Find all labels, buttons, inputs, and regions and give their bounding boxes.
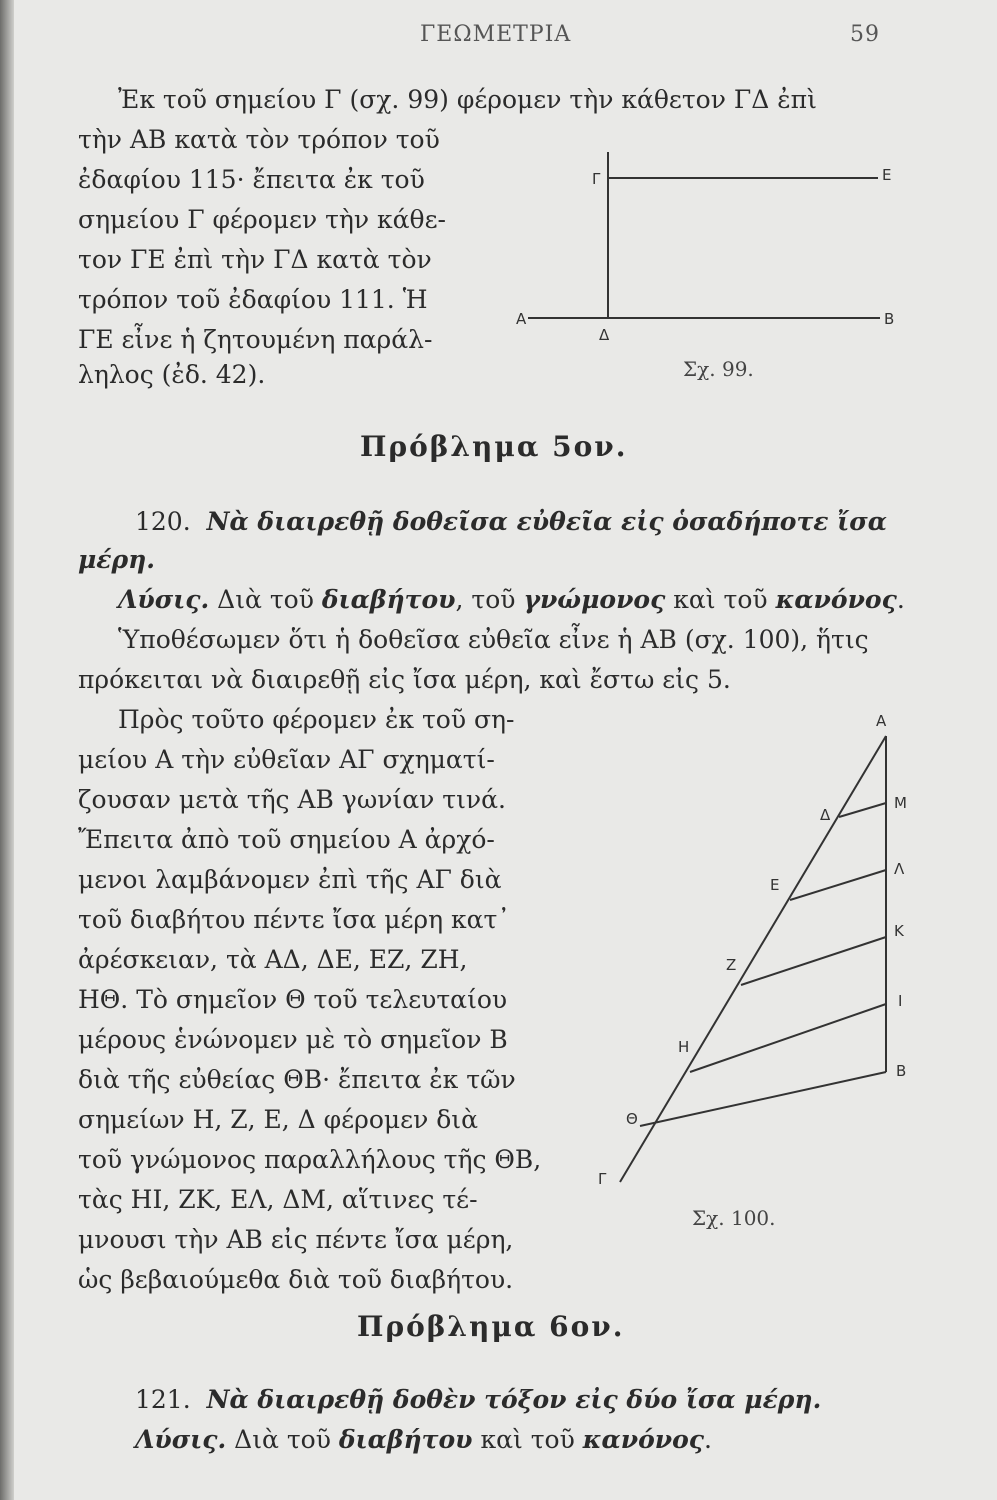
- label-gamma: Γ: [598, 1170, 607, 1188]
- figure-100-diagram: [590, 700, 930, 1200]
- label-zeta: Ζ: [726, 956, 737, 974]
- figure-99-diagram: [500, 140, 920, 380]
- line-dm: [839, 803, 886, 817]
- solution-text: Διὰ τοῦ: [217, 585, 314, 614]
- problem-6-statement: [135, 1380, 821, 1420]
- solution-label: Λύσις.: [118, 585, 210, 614]
- text-line: μέρους ἑνώνομεν μὲ τὸ σημεῖον Β: [78, 1025, 508, 1054]
- solution-text: .: [704, 1425, 712, 1454]
- label-delta: Δ: [599, 326, 610, 344]
- label-beta: Β: [884, 310, 895, 328]
- label-alpha: Α: [876, 712, 887, 730]
- text-line: σημείων Η, Ζ, Ε, Δ φέρομεν διὰ: [78, 1105, 478, 1134]
- figure-99-caption: Σχ. 99.: [683, 357, 754, 381]
- label-epsilon: Ε: [882, 166, 892, 184]
- solution-text: καὶ τοῦ: [480, 1425, 575, 1454]
- tool-ruler: κανόνος: [582, 1425, 705, 1454]
- text-line: Ἔπειτα ἀπὸ τοῦ σημείου Α ἀρχό-: [78, 825, 495, 854]
- text-line: μνουσι τὴν ΑΒ εἰς πέντε ἴσα μέρη,: [78, 1225, 514, 1254]
- label-theta: Θ: [626, 1110, 638, 1128]
- text-line: πρόκειται νὰ διαιρεθῇ εἰς ἴσα μέρη, καὶ ἔστω εἰς 5.: [78, 665, 731, 694]
- tool-compass: διαβήτου: [321, 585, 456, 614]
- text-line: Ὑποθέσωμεν ὅτι ἡ δοθεῖσα εὐθεῖα εἶνε ἡ ΑΒ (σχ. 100), ἥτις: [118, 625, 869, 654]
- solution-text: , τοῦ: [455, 585, 516, 614]
- text-line: τὴν ΑΒ κατὰ τὸν τρόπον τοῦ: [78, 125, 440, 154]
- solution-line: [135, 1420, 712, 1460]
- solution-line: [118, 580, 905, 620]
- text-line: σημείου Γ φέρομεν τὴν κάθε-: [78, 205, 446, 234]
- text-line: μείου Α τὴν εὐθεῖαν ΑΓ σχηματί-: [78, 745, 495, 774]
- tool-square: γνώμονος: [523, 585, 666, 614]
- label-kappa: Κ: [894, 922, 904, 940]
- running-title: ΓΕΩΜΕΤΡΙΑ: [420, 22, 572, 47]
- label-lambda: Λ: [894, 860, 905, 878]
- label-eta: Η: [678, 1038, 690, 1056]
- problem-number: 121.: [135, 1385, 191, 1414]
- figure-100-caption: Σχ. 100.: [692, 1206, 776, 1230]
- text-line: ὡς βεβαιούμεθα διὰ τοῦ διαβήτου.: [78, 1265, 514, 1294]
- text-line: ἀρέσκειαν, τὰ ΑΔ, ΔΕ, ΕΖ, ΖΗ,: [78, 945, 468, 974]
- solution-label: Λύσις.: [135, 1425, 227, 1454]
- text-line: ζουσαν μετὰ τῆς ΑΒ γωνίαν τινά.: [78, 785, 506, 814]
- tool-ruler: κανόνος: [775, 585, 897, 614]
- label-iota: Ι: [898, 992, 903, 1010]
- text-line: διὰ τῆς εὐθείας ΘΒ· ἔπειτα ἐκ τῶν: [78, 1065, 516, 1094]
- solution-text: Διὰ τοῦ: [234, 1425, 331, 1454]
- label-mu: Μ: [894, 794, 907, 812]
- text-line: Ἐκ τοῦ σημείου Γ (σχ. 99) φέρομεν τὴν κάθετον ΓΔ ἐπὶ: [118, 85, 817, 114]
- page-spine-shadow: [0, 0, 14, 1500]
- page-number: 59: [850, 22, 880, 47]
- solution-text: καὶ τοῦ: [673, 585, 768, 614]
- problem-5-heading: Πρόβλημα 5ον.: [360, 430, 628, 463]
- problem-statement: Νὰ διαιρεθῇ δοθὲν τόξον εἰς δύο ἴσα μέρη.: [206, 1385, 822, 1414]
- label-alpha: Α: [516, 310, 527, 328]
- tool-compass: διαβήτου: [338, 1425, 473, 1454]
- problem-statement-cont: μέρη.: [78, 545, 156, 574]
- text-line: μενοι λαμβάνομεν ἐπὶ τῆς ΑΓ διὰ: [78, 865, 502, 894]
- label-gamma: Γ: [592, 170, 601, 188]
- problem-6-heading: Πρόβλημα 6ον.: [357, 1310, 625, 1343]
- label-delta: Δ: [820, 806, 831, 824]
- text-line: ἐδαφίου 115· ἔπειτα ἐκ τοῦ: [78, 165, 425, 194]
- problem-number: 120.: [135, 507, 191, 536]
- text-line: τὰς ΗΙ, ΖΚ, ΕΛ, ΔΜ, αἵτινες τέ-: [78, 1185, 478, 1214]
- text-line: τον ΓΕ ἐπὶ τὴν ΓΔ κατὰ τὸν: [78, 245, 432, 274]
- text-line: Πρὸς τοῦτο φέρομεν ἐκ τοῦ ση-: [118, 705, 515, 734]
- line-thb: [640, 1072, 886, 1126]
- problem-statement: Νὰ διαιρεθῇ δοθεῖσα εὐθεῖα εἰς ὁσαδήποτε ἴσα: [206, 507, 887, 536]
- label-beta: Β: [896, 1062, 907, 1080]
- solution-text: .: [896, 585, 905, 614]
- text-line: ληλος (ἐδ. 42).: [78, 360, 266, 389]
- text-line: ΓΕ εἶνε ἡ ζητουμένη παράλ-: [78, 325, 433, 354]
- line-ag: [620, 736, 886, 1182]
- label-epsilon: Ε: [770, 876, 780, 894]
- text-line: τρόπον τοῦ ἐδαφίου 111. Ἡ: [78, 285, 428, 314]
- problem-5-statement: [135, 502, 887, 542]
- text-line: τοῦ διαβήτου πέντε ἴσα μέρη κατ᾽: [78, 905, 510, 934]
- text-line: τοῦ γνώμονος παραλλήλους τῆς ΘΒ,: [78, 1145, 542, 1174]
- text-line: ΗΘ. Τὸ σημεῖον Θ τοῦ τελευταίου: [78, 985, 508, 1014]
